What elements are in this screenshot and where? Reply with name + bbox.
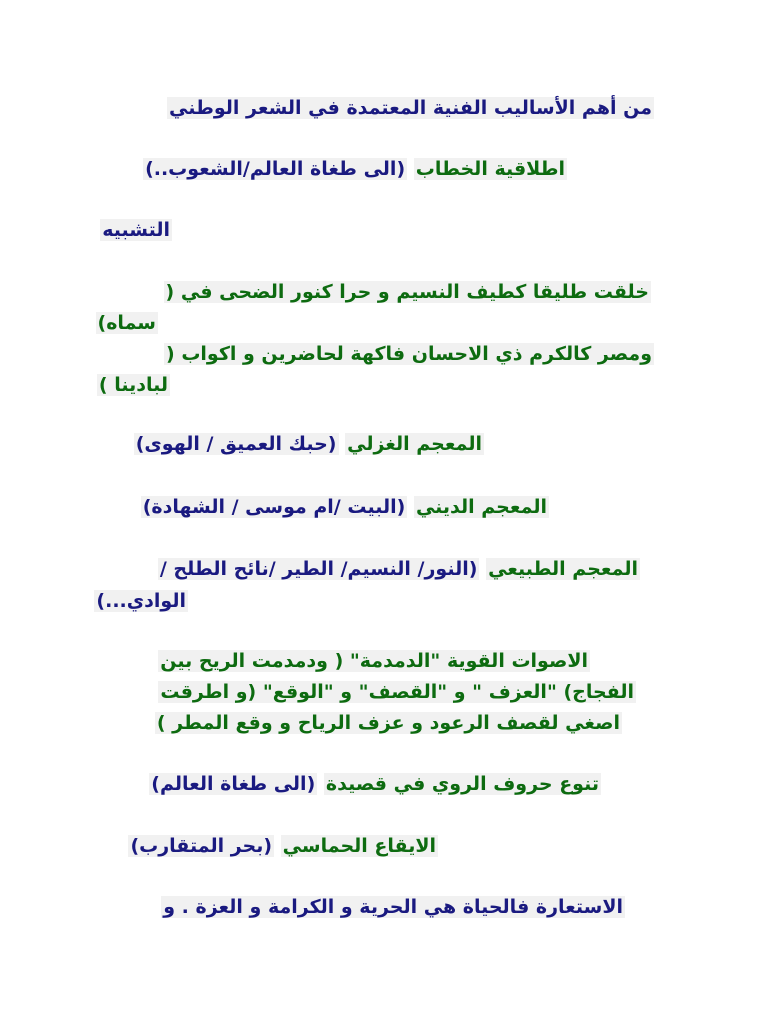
rhyme-variety-label: تنوع حروف الروي في قصيدة (325, 773, 599, 795)
address-value: (الى طغاة العالم/الشعوب..) (145, 158, 406, 180)
verse-2b (97, 370, 170, 400)
line-simile (100, 215, 172, 245)
love-lexicon-value: (حبك العميق / الهوى) (135, 433, 337, 455)
line-metaphor (161, 892, 625, 922)
line-sounds-a (158, 646, 590, 676)
sounds-c-text: اصغي لقصف الرعود و عزف الرياح و وقع المطر ) (156, 712, 620, 734)
rhythm-label: الايقاع الحماسي (282, 835, 436, 857)
nature-lexicon-label: المعجم الطبيعي (488, 558, 638, 580)
love-lexicon-label: المعجم الغزلي (347, 433, 482, 455)
line-sounds-c (155, 708, 622, 738)
verse-1b-text: سماه) (97, 312, 156, 334)
religious-lexicon-label: المعجم الديني (415, 496, 547, 518)
line-nature-lexicon (158, 554, 640, 584)
verse-1b (96, 308, 158, 338)
verse-2b-text: لبادينا ) (98, 374, 168, 396)
verse-1a-text: خلقت طليقا كطيف النسيم و حرا كنور الضحى في ( (165, 281, 649, 303)
nature-lexicon-cont (94, 586, 188, 616)
rhythm-value: (بحر المتقارب) (130, 835, 273, 857)
line-sounds-b (158, 677, 636, 707)
metaphor-text: الاستعارة فالحياة هي الحرية و الكرامة و العزة . و (163, 896, 623, 918)
line-rhythm (128, 831, 438, 861)
line-religious-lexicon (141, 492, 549, 522)
simile-heading: التشبيه (102, 219, 170, 241)
doc-title (167, 93, 654, 123)
line-rhyme-variety (149, 769, 601, 799)
sounds-b-text: الفجاج) "العزف " و "القصف" و "الوقع" (و اطرقت (160, 681, 634, 703)
nature-lexicon-value: (النور/ النسيم/ الطير /نائح الطلح / (159, 558, 478, 580)
verse-2a-text: ومصر كالكرم ذي الاحسان فاكهة لحاضرين و اكواب ( (166, 343, 652, 365)
religious-lexicon-value: (البيت /ام موسى / الشهادة) (142, 496, 406, 518)
rhyme-variety-value: (الى طغاة العالم) (151, 773, 316, 795)
title-text: من أهم الأساليب الفنية المعتمدة في الشعر الوطني (168, 97, 652, 119)
line-address (143, 154, 567, 184)
verse-2a (164, 339, 654, 369)
verse-1a (164, 277, 651, 307)
address-label: اطلاقية الخطاب (415, 158, 565, 180)
sounds-a-text: الاصوات القوية "الدمدمة" ( ودمدمت الريح بين (160, 650, 588, 672)
line-love-lexicon (134, 429, 484, 459)
nature-lexicon-cont-text: الوادي...) (96, 590, 186, 612)
